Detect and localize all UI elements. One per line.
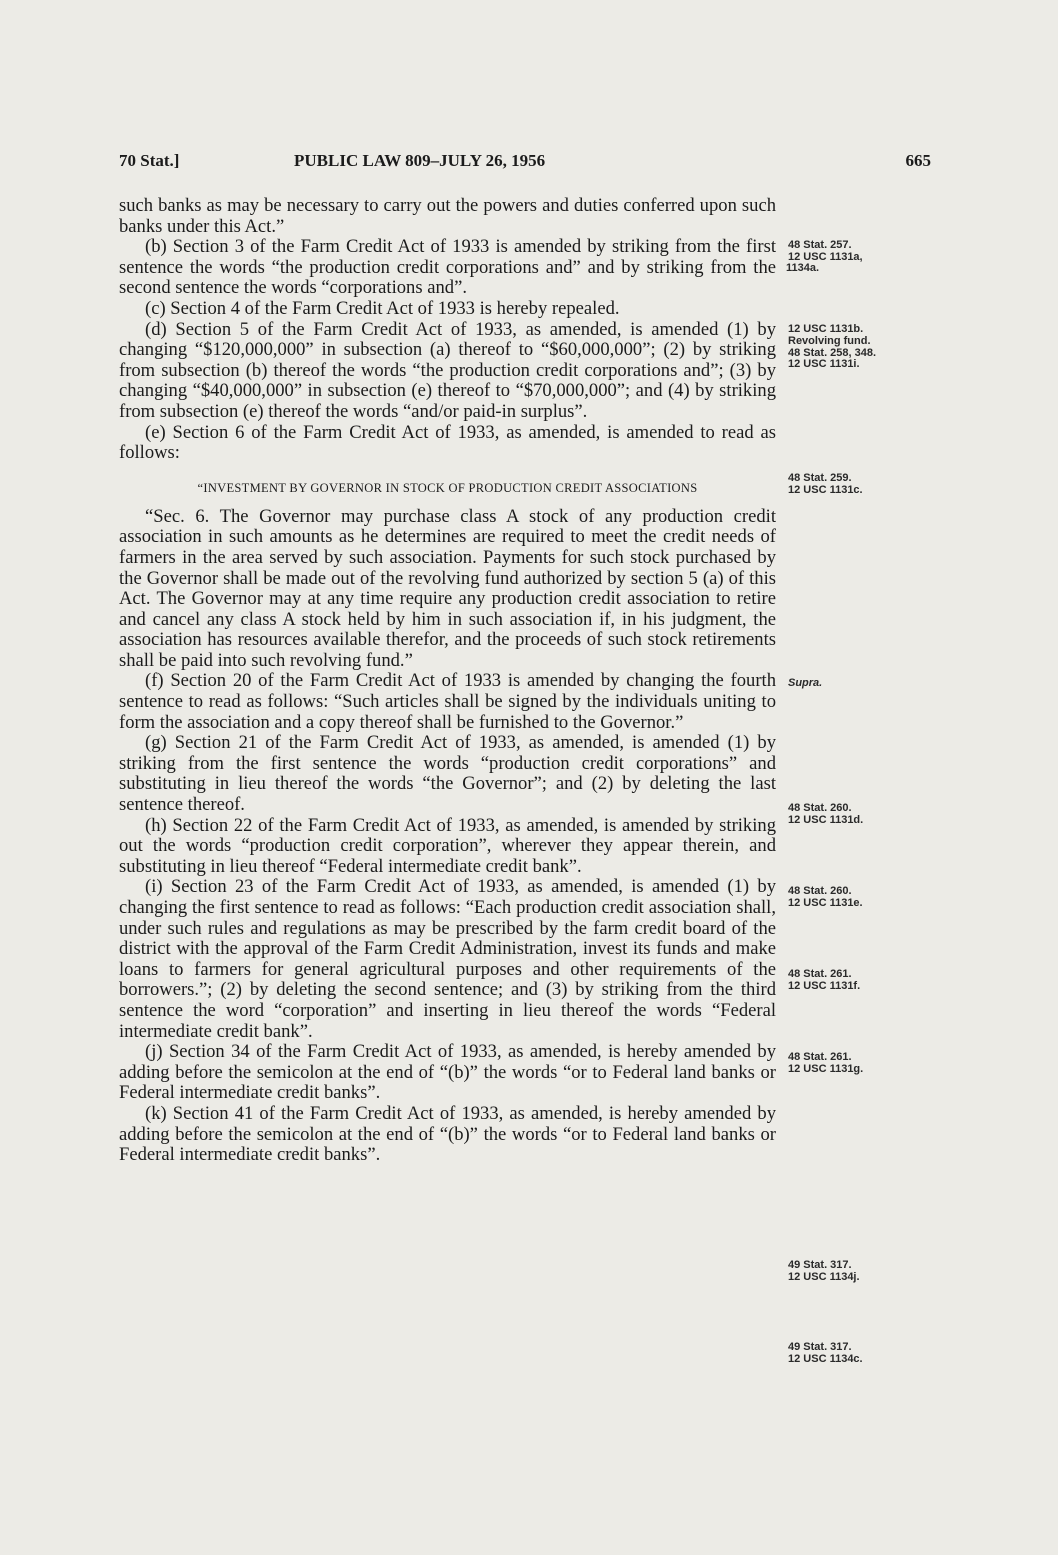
- paragraph-c: (c) Section 4 of the Farm Credit Act of 1933 is hereby repealed.: [145, 297, 620, 319]
- margin-note-h: 48 Stat. 261. 12 USC 1131f.: [788, 968, 861, 992]
- law-title: PUBLIC LAW 809–JULY 26, 1956: [294, 151, 546, 170]
- margin-note-b: 48 Stat. 257. 12 USC 1131a, 1134a.: [786, 239, 863, 274]
- volume-citation: 70 Stat.]: [119, 151, 180, 170]
- section-heading: “INVESTMENT BY GOVERNOR IN STOCK OF PRODUCTION CREDIT ASSOCIATIONS: [197, 480, 698, 495]
- paragraph-k: (k) Section 41 of the Farm Credit Act of 1933, as amended, is hereby amended by adding before the semicolon at the end of “(b)” the words “or to Federal land banks or Federal intermediate credit banks”.: [119, 1102, 776, 1166]
- paragraph-i: (i) Section 23 of the Farm Credit Act of 1933, as amended, is amended (1) by changing the first sentence to read as follows: “Each production credit association shall, under such rules and regulations as may be prescribed by the farm credit board of the district with the approval of the Farm Credit Administration, invest its funds and make loans to farmers for general agricultural purposes and other requirements of the borrowers.”; (2) by deleting the second sentence; and (3) by striking from the third sentence the word “corporation” and inserting in lieu thereof the words “Federal intermediate credit bank”.: [119, 876, 776, 1042]
- paragraph-e: (e) Section 6 of the Farm Credit Act of 1933, as amended, is amended to read as follows:: [119, 421, 776, 464]
- paragraph-f: (f) Section 20 of the Farm Credit Act of 1933 is amended by changing the fourth sentence to read as follows: “Such articles shall be signed by the individuals uniting to form the association and a copy thereof shall be furnished to the Governor.”: [119, 670, 776, 733]
- margin-note-supra: Supra.: [788, 677, 823, 689]
- body-text: [119, 196, 776, 1166]
- margin-note-e: 48 Stat. 259. 12 USC 1131c.: [788, 472, 863, 496]
- paragraph-h: (h) Section 22 of the Farm Credit Act of 1933, as amended, is amended by striking out the words “production credit corporation”, wherever they appear therein, and substituting in lieu thereof “Federal intermediate credit bank”.: [119, 814, 776, 877]
- paragraph-b: (b) Section 3 of the Farm Credit Act of 1933 is amended by striking from the first sentence the words “the production credit corporations and” and by striking from the second sentence the words “corporations and”.: [119, 236, 776, 299]
- paragraph-g: (g) Section 21 of the Farm Credit Act of 1933, as amended, is amended (1) by striking from the first sentence the words “production credit corporations” and substituting in lieu thereof the words “the Governor”; and (2) by deleting the last sentence thereof.: [119, 732, 776, 816]
- margin-note-f: 48 Stat. 260. 12 USC 1131d.: [788, 802, 864, 826]
- paragraph-continuation: such banks as may be necessary to carry out the powers and duties conferred upon such banks under this Act.”: [119, 195, 776, 237]
- margin-note-g: 48 Stat. 260. 12 USC 1131e.: [788, 885, 863, 909]
- paragraph-d: (d) Section 5 of the Farm Credit Act of 1933, as amended, is amended (1) by changing “$120,000,000” in subsection (a) thereof to “$60,000,000”; (2) by striking from subsection (b) thereof the words “the production credit corporations and”; (3) by changing “$40,000,000” in subsection (e) thereof to “$70,000,000”; and (4) by striking from subsection (e) thereof the words “and/or paid-in surplus”.: [119, 318, 776, 422]
- running-header: [119, 151, 931, 175]
- margin-note-d: Revolving fund. 48 Stat. 258, 348. 12 USC 1131i.: [788, 335, 877, 370]
- margin-note-c: 12 USC 1131b.: [788, 323, 864, 335]
- margin-note-i: 48 Stat. 261. 12 USC 1131g.: [788, 1051, 864, 1075]
- margin-note-k: 49 Stat. 317. 12 USC 1134c.: [788, 1341, 863, 1365]
- paragraph-sec-6: “Sec. 6. The Governor may purchase class A stock of any production credit association in such amounts as he determines are required to meet the credit needs of farmers in the area served by such association. Payments for such stock purchased by the Governor shall be made out of the revolving fund authorized by section 5 (a) of this Act. The Governor may at any time require any production credit association to retire and cancel any class A stock held by him in such association if, in his judgment, the association has resources available therefor, and the proceeds of such stock retirements shall be paid into such revolving fund.”: [119, 505, 776, 671]
- page-number: 665: [905, 151, 931, 170]
- paragraph-j: (j) Section 34 of the Farm Credit Act of 1933, as amended, is hereby amended by adding before the semicolon at the end of “(b)” the words “or to Federal land banks or Federal intermediate credit banks”.: [119, 1041, 776, 1104]
- margin-note-j: 49 Stat. 317. 12 USC 1134j.: [788, 1259, 860, 1283]
